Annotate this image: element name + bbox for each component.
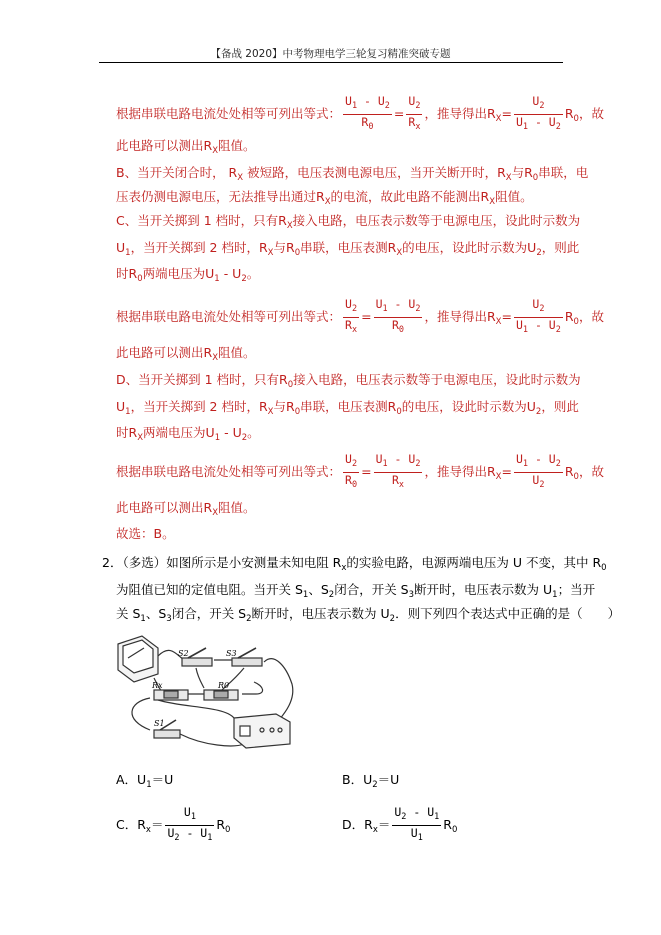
option-D[interactable]: D．$R_x=$ $\frac{U_2 - U_1}{U_1}$ $R_0$ xyxy=(342,805,458,843)
analysis-eq-1: 根据串联电路电流处处相等可列出等式： $\frac{U_1 - U_2}{R_0}$ = $\frac{U_2}{R_x}$ ，推导得出$R_X=$ $\frac{U_2}{U_1 - U_2}$ $R_0$，故 xyxy=(116,94,604,132)
analysis-eq-2: 根据串联电路电流处处相等可列出等式： $\frac{U_2}{R_x}$ = $\frac{U_1 - U_2}{R_0}$ ，推导得出$R_X=$ $\frac{U_2}{U_1 - U_2}$ $R_0$，故 xyxy=(116,297,604,335)
option-B[interactable]: B．$U_2=U$ xyxy=(342,772,400,790)
analysis-B-line-2: 压表仍测电源电压，无法推导出通过$R_X$的电流，故此电路不能测出$R_X$阻值。 xyxy=(116,189,533,207)
analysis-answer: 故选：B。 xyxy=(116,526,175,541)
analysis-conclusion-2: 此电路可以测出$R_X$阻值。 xyxy=(116,345,256,363)
question-2-line-2: 为阻值已知的定值电阻。当开关 $S_1$、$S_2$闭合，开关 $S_3$断开时，电压表示数为 $U_1$；当开 xyxy=(116,582,596,600)
figure-label-rx: Rx xyxy=(152,681,163,690)
option-A[interactable]: A．$U_1=U$ xyxy=(116,772,174,790)
analysis-C-line-3: 时$R_0$两端电压为$U_1 - U_2$。 xyxy=(116,266,260,284)
circuit-figure xyxy=(114,634,304,754)
option-C[interactable]: C．$R_x=$ $\frac{U_1}{U_2 - U_1}$ $R_0$ xyxy=(116,805,231,843)
question-2-line-3: 关 $S_1$、$S_3$闭合，开关 $S_2$断开时，电压表示数为 $U_2$．则下列四个表达式中正确的是（ ） xyxy=(116,606,621,624)
analysis-C-line-2: $U_1$，当开关掷到 2 档时，$R_X$与$R_0$串联，电压表测$R_X$的电压，设此时示数为$U_2$，则此 xyxy=(116,240,580,258)
question-2-line-1: 2．（多选）如图所示是小安测量未知电阻 $R_x$的实验电路，电源两端电压为 U 不变，其中 $R_0$ xyxy=(102,555,607,573)
header-rule xyxy=(99,62,563,63)
analysis-conclusion-3: 此电路可以测出$R_X$阻值。 xyxy=(116,500,256,518)
analysis-D-line-3: 时$R_X$两端电压为$U_1 - U_2$。 xyxy=(116,425,260,443)
page-header: 【备战 2020】中考物理电学三轮复习精准突破专题 xyxy=(210,48,451,60)
analysis-eq-3: 根据串联电路电流处处相等可列出等式： $\frac{U_2}{R_0}$ = $\frac{U_1 - U_2}{R_x}$ ，推导得出$R_X=$ $\frac{U_1 - U_2}{U_2}$ $R_0$，故 xyxy=(116,452,604,490)
analysis-B-line-1: B、当开关闭合时， $R_X$ 被短路，电压表测电源电压，当开关断开时，$R_X$与$R_0$串联，电 xyxy=(116,165,589,183)
analysis-conclusion-1: 此电路可以测出$R_X$阻值。 xyxy=(116,138,256,156)
analysis-D-line-1: D、当开关掷到 1 档时，只有$R_0$接入电路，电压表示数等于电源电压，设此时示数为 xyxy=(116,372,581,390)
analysis-D-line-2: $U_1$，当开关掷到 2 档时，$R_X$与$R_0$串联，电压表测$R_0$的电压，设此时示数为$U_2$，则此 xyxy=(116,399,579,417)
figure-label-s3: S3 xyxy=(226,649,237,658)
figure-label-s2: S2 xyxy=(178,649,189,658)
figure-label-r0: R0 xyxy=(218,681,230,690)
analysis-C-line-1: C、当开关掷到 1 档时，只有$R_X$接入电路，电压表示数等于电源电压，设此时示数为 xyxy=(116,213,581,231)
figure-label-s1: S1 xyxy=(154,719,165,728)
